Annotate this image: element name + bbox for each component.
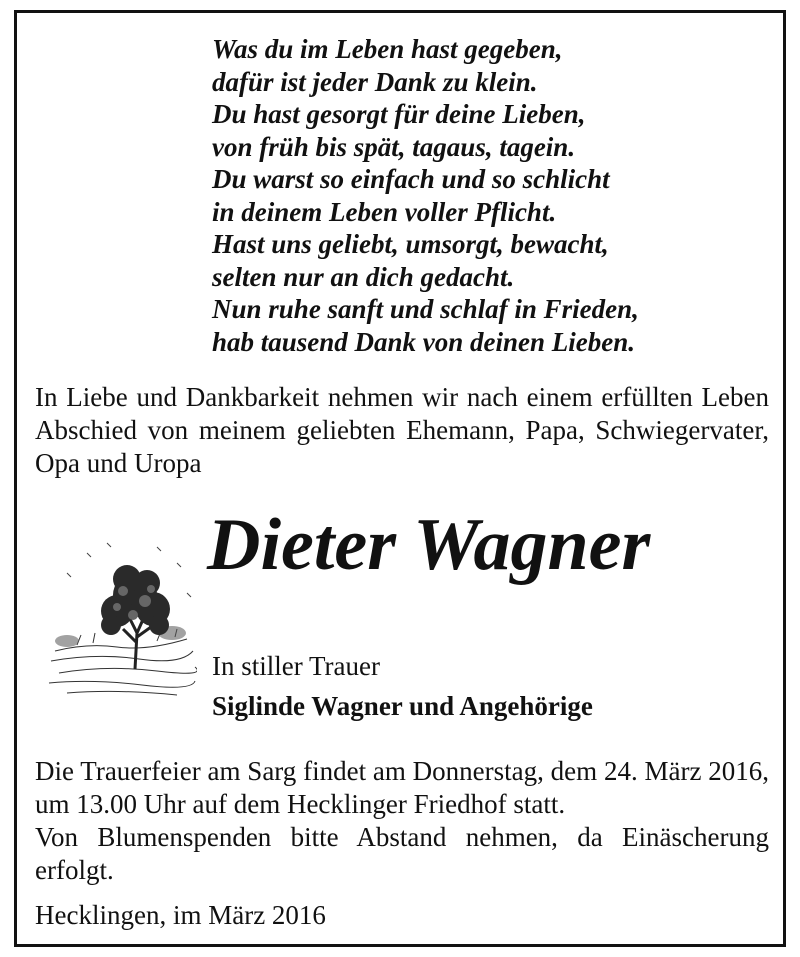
funeral-service-notice <box>35 755 769 821</box>
mourning-line: In stiller Trauer <box>212 651 380 681</box>
deceased-name: Dieter Wagner <box>207 504 651 586</box>
memorial-poem <box>212 33 639 358</box>
farewell-intro: In Liebe und Dankbarkeit nehmen wir nach einem erfüllten Leben Abschied von meinem geliebten Ehemann, Papa, Schwiegervater, Opa und Uropa <box>35 382 769 478</box>
service-notice-text: Die Trauerfeier am Sarg findet am Donnerstag, dem 24. März 2016, um 13.00 Uhr auf dem Hecklinger Friedhof statt. <box>35 756 769 819</box>
flowers-notice-text: Von Blumenspenden bitte Abstand nehmen, da Einäscherung erfolgt. <box>35 822 769 885</box>
tree-landscape-icon <box>47 533 197 703</box>
poem-line: Nun ruhe sanft und schlaf in Frieden, <box>212 294 639 324</box>
poem-line: Was du im Leben hast gegeben, <box>212 34 563 64</box>
poem-line: in deinem Leben voller Pflicht. <box>212 196 557 227</box>
mourners: Siglinde Wagner und Angehörige <box>212 691 593 721</box>
obituary-notice <box>14 10 786 947</box>
place-and-date: Hecklingen, im März 2016 <box>35 900 326 930</box>
poem-line: Du warst so einfach und so schlicht <box>212 164 610 194</box>
poem-line: Du hast gesorgt für deine Lieben, <box>212 99 586 129</box>
poem-line: selten nur an dich gedacht. <box>212 261 515 292</box>
poem-line: Hast uns geliebt, umsorgt, bewacht, <box>212 229 609 259</box>
poem-line: dafür ist jeder Dank zu klein. <box>212 66 538 97</box>
poem-line: von früh bis spät, tagaus, tagein. <box>212 131 576 162</box>
poem-line: hab tausend Dank von deinen Lieben. <box>212 326 636 357</box>
flowers-notice <box>35 821 769 887</box>
